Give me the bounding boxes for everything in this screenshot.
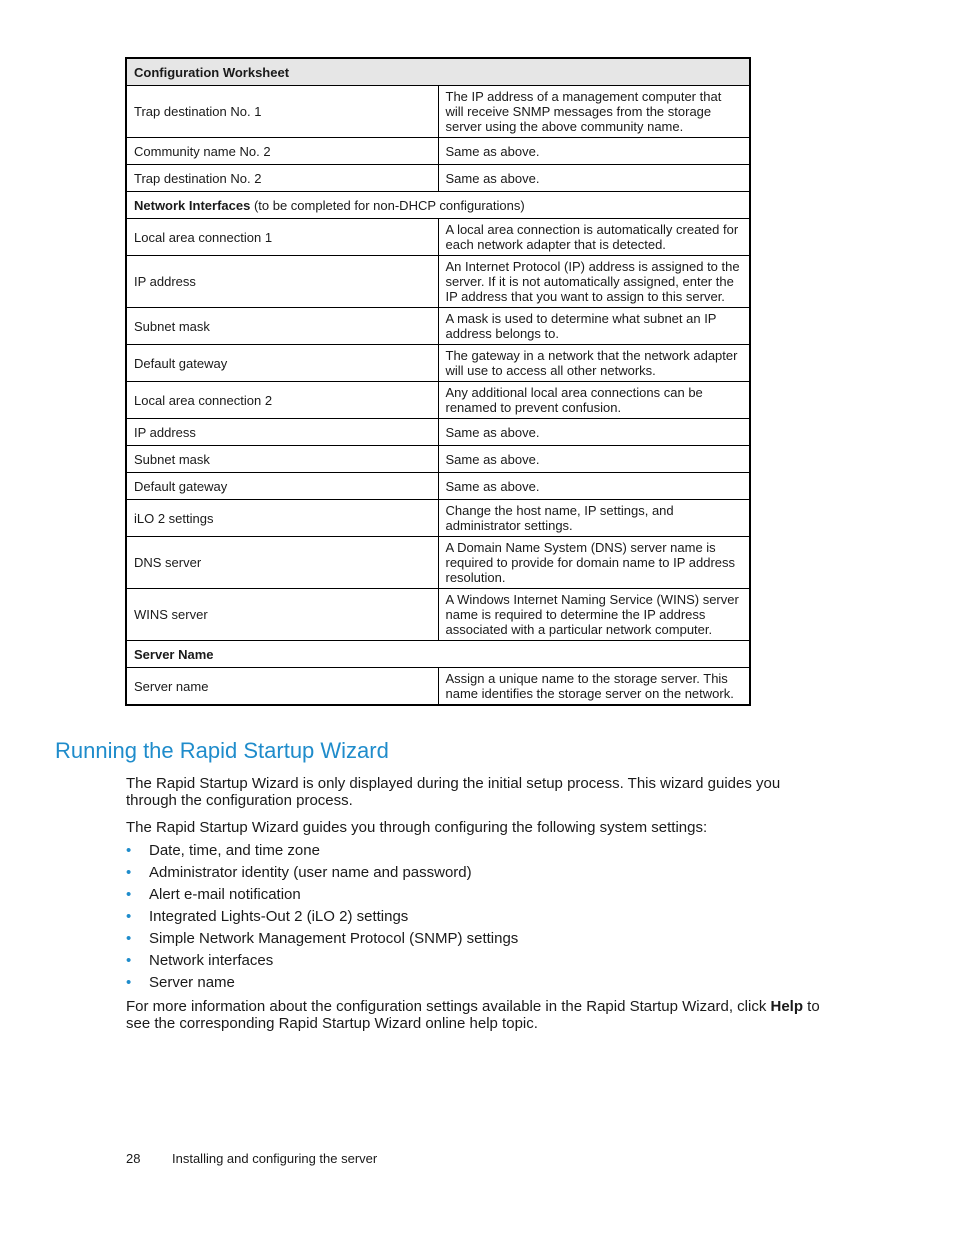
row-description: A Windows Internet Naming Service (WINS) server name is required to determine the IP address associated with a particular network computer. (438, 589, 750, 641)
network-interfaces-section-row (126, 192, 750, 219)
row-description: A local area connection is automatically created for each network adapter that is detected. (438, 219, 750, 256)
closing-text-pre: For more information about the configuration settings available in the Rapid Startup Wizard, click (126, 998, 771, 1015)
server-name-section-row (126, 641, 750, 668)
bullet-icon: • (126, 974, 132, 991)
list-item-text: Date, time, and time zone (149, 842, 320, 859)
table-row (126, 345, 750, 382)
row-description: The IP address of a management computer that will receive SNMP messages from the storage server using the above community name. (438, 86, 750, 138)
table-row (126, 308, 750, 345)
table-row (126, 138, 750, 165)
footer-title: Installing and configuring the server (172, 1151, 378, 1166)
row-label: IP address (126, 256, 438, 308)
row-description: Same as above. (438, 473, 750, 500)
row-label: iLO 2 settings (126, 500, 438, 537)
row-label: DNS server (126, 537, 438, 589)
table-row (126, 419, 750, 446)
network-interfaces-section-note: (to be completed for non-DHCP configurations) (250, 197, 525, 213)
row-description: Assign a unique name to the storage server. This name identifies the storage server on the network. (438, 668, 750, 706)
closing-paragraph (126, 998, 826, 1032)
row-label: WINS server (126, 589, 438, 641)
row-description: Same as above. (438, 419, 750, 446)
bullet-icon: • (126, 930, 132, 947)
list-item-text: Server name (149, 974, 235, 991)
row-label: Server name (126, 668, 438, 706)
row-description: Same as above. (438, 446, 750, 473)
row-label: Community name No. 2 (126, 138, 438, 165)
row-label: Local area connection 2 (126, 382, 438, 419)
table-row (126, 537, 750, 589)
row-description: Same as above. (438, 165, 750, 192)
table-row (126, 219, 750, 256)
configuration-worksheet-table (125, 57, 751, 706)
table-row (126, 165, 750, 192)
row-label: Subnet mask (126, 446, 438, 473)
network-interfaces-section (126, 192, 750, 219)
closing-text-post: to see the corresponding Rapid Startup Wizard online help topic. (126, 998, 820, 1032)
bullet-icon: • (126, 952, 132, 969)
table-row (126, 86, 750, 138)
settings-list (126, 840, 518, 994)
list-item (126, 928, 518, 950)
list-item-text: Alert e-mail notification (149, 886, 301, 903)
row-description: Any additional local area connections can be renamed to prevent confusion. (438, 382, 750, 419)
help-term: Help (770, 998, 804, 1015)
table-header: Configuration Worksheet (126, 58, 750, 86)
list-item-text: Simple Network Management Protocol (SNMP) settings (149, 930, 519, 947)
list-item (126, 840, 518, 862)
table-header-row (126, 58, 750, 86)
page-footer (126, 1151, 377, 1166)
list-item (126, 862, 518, 884)
table-row (126, 446, 750, 473)
list-item-text: Network interfaces (149, 952, 274, 969)
list-item (126, 950, 518, 972)
lead-paragraph: The Rapid Startup Wizard guides you through configuring the following system settings: (126, 819, 708, 836)
row-description: An Internet Protocol (IP) address is assigned to the server. If it is not automatically assigned, enter the IP address that you want to assign to this server. (438, 256, 750, 308)
table-row (126, 500, 750, 537)
table-row (126, 668, 750, 706)
row-description: A mask is used to determine what subnet an IP address belongs to. (438, 308, 750, 345)
list-item (126, 884, 518, 906)
table-row (126, 589, 750, 641)
bullet-icon: • (126, 908, 132, 925)
network-interfaces-section-title: Network Interfaces (134, 197, 251, 213)
server-name-section-title: Server Name (134, 646, 214, 662)
bullet-icon: • (126, 842, 132, 859)
row-description: Same as above. (438, 138, 750, 165)
intro-paragraph: The Rapid Startup Wizard is only displayed during the initial setup process. This wizard guides you through the configuration process. (126, 775, 781, 809)
row-label: Trap destination No. 2 (126, 165, 438, 192)
row-description: A Domain Name System (DNS) server name is required to provide for domain name to IP address resolution. (438, 537, 750, 589)
list-item-text: Administrator identity (user name and password) (149, 864, 472, 881)
row-description: The gateway in a network that the network adapter will use to access all other networks. (438, 345, 750, 382)
row-label: Default gateway (126, 473, 438, 500)
bullet-icon: • (126, 886, 132, 903)
row-label: Local area connection 1 (126, 219, 438, 256)
list-item-text: Integrated Lights-Out 2 (iLO 2) settings (149, 908, 409, 925)
list-item (126, 906, 518, 928)
list-item (126, 972, 518, 994)
server-name-section (126, 641, 750, 668)
section-title: Running the Rapid Startup Wizard (55, 738, 389, 763)
table-row (126, 256, 750, 308)
table-row (126, 382, 750, 419)
row-label: Trap destination No. 1 (126, 86, 438, 138)
bullet-icon: • (126, 864, 132, 881)
page-number: 28 (126, 1151, 141, 1166)
row-description: Change the host name, IP settings, and administrator settings. (438, 500, 750, 537)
row-label: IP address (126, 419, 438, 446)
row-label: Default gateway (126, 345, 438, 382)
table-row (126, 473, 750, 500)
row-label: Subnet mask (126, 308, 438, 345)
